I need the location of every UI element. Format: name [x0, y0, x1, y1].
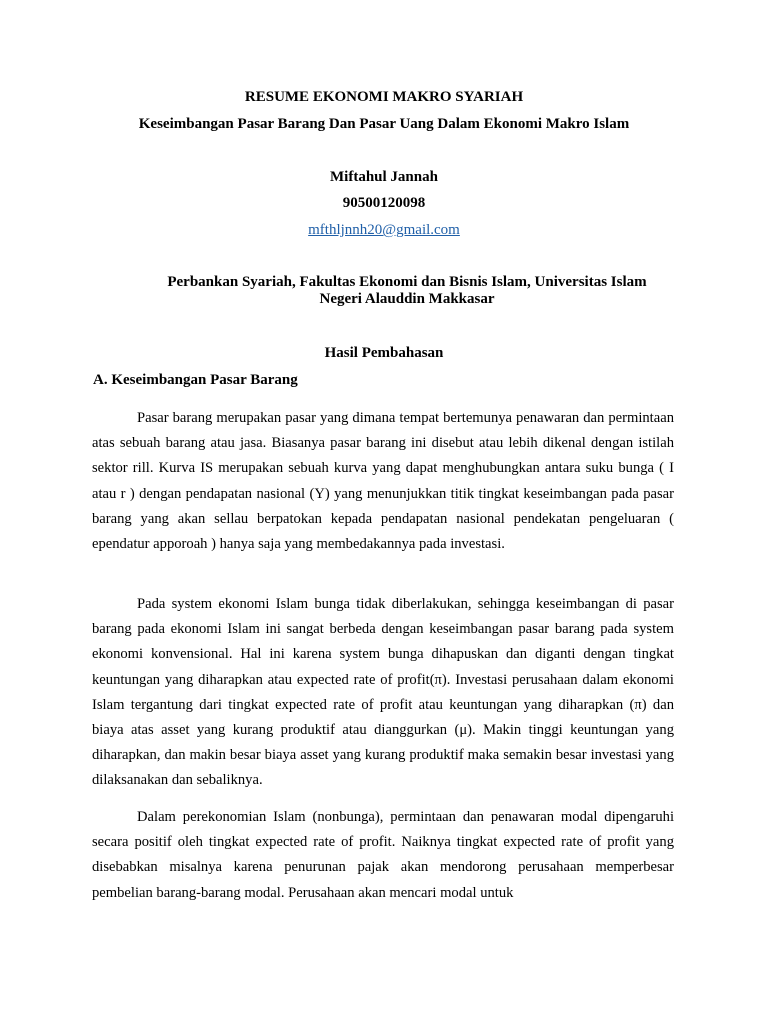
author-affiliation: Perbankan Syariah, Fakultas Ekonomi dan Bisnis Islam, Universitas Islam Negeri Alauddin Makkasar: [167, 274, 647, 307]
document-title: RESUME EKONOMI MAKRO SYARIAH: [244, 89, 524, 105]
author-name: Miftahul Jannah: [330, 169, 438, 185]
subsection-heading: A. Keseimbangan Pasar Barang: [93, 372, 298, 388]
document-subtitle: Keseimbangan Pasar Barang Dan Pasar Uang Dalam Ekonomi Makro Islam: [138, 116, 630, 132]
author-id: 90500120098: [342, 195, 426, 211]
paragraph-2: Pada system ekonomi Islam bunga tidak diberlakukan, sehingga keseimbangan di pasar barang pada ekonomi Islam ini sangat berbeda dengan keseimbangan pasar barang pada system ekonomi konvensional. Hal ini karena system bunga dihapuskan dan diganti dengan tingkat keuntungan yang diharapkan atau expected rate of profit(π). Investasi perusahaan dalam ekonomi Islam tergantung dari tingkat expected rate of profit atau keuntungan yang diharapkan (π) dan biaya atas asset yang kurang produktif atau dianggurkan (μ). Makin tinggi keuntungan yang diharapkan, dan makin besar biaya asset yang kurang produktif maka semakin besar investasi yang dilaksanakan dan sebaliknya.: [92, 596, 674, 789]
paragraph-3: Dalam perekonomian Islam (nonbunga), permintaan dan penawaran modal dipengaruhi secara positif oleh tingkat expected rate of profit. Naiknya tingkat expected rate of profit yang disebabkan misalnya karena penurunan pajak akan mendorong perusahaan memperbesar pembelian barang-barang modal. Perusahaan akan mencari modal untuk: [92, 809, 674, 901]
paragraph-1: Pasar barang merupakan pasar yang dimana tempat bertemunya penawaran dan permintaan atas sebuah barang atau jasa. Biasanya pasar barang ini disebut atau lebih dikenal dengan istilah sektor rill. Kurva IS merupakan sebuah kurva yang dapat menghubungkan antara suku bunga ( I atau r ) dengan pendapatan nasional (Y) yang menunjukkan titik tingkat keseimbangan pada pasar barang yang akan sellau berpatokan kepada pendapatan nasional pendekatan pengeluaran ( ependatur apporoah ) hanya saja yang membedakannya pada investasi.: [92, 410, 674, 553]
section-heading: Hasil Pembahasan: [324, 345, 444, 361]
author-email-link[interactable]: mfthljnnh20@gmail.com: [308, 222, 460, 238]
